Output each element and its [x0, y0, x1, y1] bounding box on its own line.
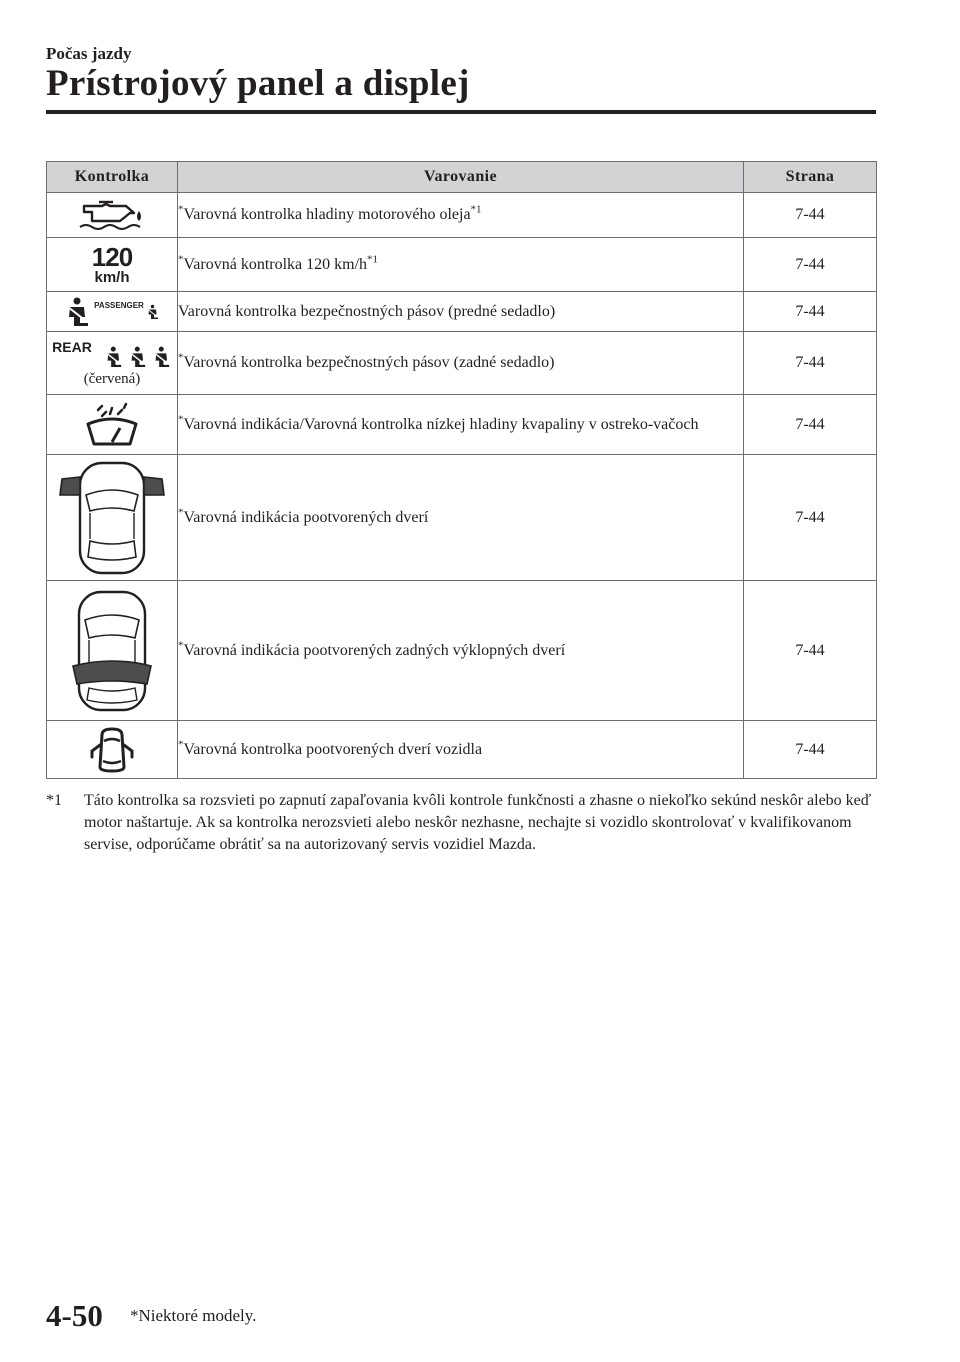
footnote-ref: *1	[367, 253, 379, 266]
column-header-kontrolka: Kontrolka	[47, 162, 178, 193]
icon-cell	[47, 721, 178, 779]
icon-cell	[47, 193, 178, 238]
footnote	[46, 790, 876, 856]
seatbelt-icon	[104, 345, 124, 369]
seatbelt-icon	[152, 345, 172, 369]
warning-text: Varovná kontrolka 120 km/h	[183, 255, 368, 273]
table-row	[47, 332, 877, 395]
warning-text: Varovná kontrolka bezpečnostných pásov (zadné sedadlo)	[183, 354, 555, 371]
footnote-ref: *1	[470, 203, 482, 216]
icon-cell	[47, 395, 178, 455]
table-header-row	[47, 162, 877, 193]
footnote-text: Táto kontrolka sa rozsvieti po zapnutí zapaľovania kvôli kontrole funkčnosti a zhasne o niekoľko sekúnd neskôr alebo keď motor naštartuje. Ak sa kontrolka nerozsvieti alebo neskôr nezhasne, nechajte si vozidlo skontrolovať v kvalifikovanom servise, odporúčame obrátiť sa na autorizovaný servis vozidiel Mazda.	[84, 792, 872, 853]
table-row	[47, 395, 877, 455]
footnote-mark: *1	[46, 792, 62, 809]
page-cell: 7-44	[744, 193, 877, 238]
rear-label: REAR	[52, 338, 92, 355]
star-mark: *	[178, 639, 184, 652]
icon-cell	[47, 292, 178, 332]
speed-value: 120	[91, 242, 133, 272]
star-mark: *	[178, 253, 184, 266]
table-row	[47, 581, 877, 721]
icon-cell	[47, 455, 178, 581]
page-cell: 7-44	[744, 455, 877, 581]
liftgate-ajar-icon	[67, 588, 157, 714]
rear-seatbelt-icon	[47, 339, 177, 388]
warning-text: Varovná indikácia/Varovná kontrolka nízkej hladiny kvapaliny v ostreko-vačoch	[183, 415, 699, 433]
column-header-varovanie: Varovanie	[178, 162, 744, 193]
icon-cell	[47, 238, 178, 292]
warning-text-cell	[178, 292, 744, 332]
warning-text-cell	[178, 193, 744, 238]
star-mark: *	[178, 351, 184, 364]
passenger-seatbelt-icon	[47, 297, 177, 327]
warning-text-cell	[178, 238, 744, 292]
page-cell: 7-44	[744, 292, 877, 332]
warning-text-cell	[178, 332, 744, 395]
warning-text-cell	[178, 721, 744, 779]
page-cell: 7-44	[744, 238, 877, 292]
vehicle-door-open-icon	[88, 727, 136, 773]
page-cell: 7-44	[744, 395, 877, 455]
seatbelt-small-icon	[146, 304, 160, 320]
table-row	[47, 238, 877, 292]
seatbelt-icon	[64, 297, 92, 327]
warning-text-cell	[178, 581, 744, 721]
passenger-label: PASSENGER	[94, 300, 144, 310]
warning-text: Varovná kontrolka pootvorených dverí vozidla	[183, 740, 483, 758]
page-number: 4-50	[46, 1298, 103, 1333]
table-row	[47, 292, 877, 332]
door-ajar-icon	[54, 459, 170, 577]
warning-text: Varovná indikácia pootvorených zadných výklopných dverí	[183, 641, 566, 659]
warning-text-cell	[178, 395, 744, 455]
warning-table	[46, 161, 877, 779]
oil-pressure-icon	[76, 200, 148, 230]
color-note: (červená)	[83, 370, 141, 387]
warning-text-cell	[178, 455, 744, 581]
page-cell: 7-44	[744, 581, 877, 721]
star-mark: *	[178, 506, 184, 519]
speed-120-icon	[47, 244, 177, 285]
seatbelt-icon	[128, 345, 148, 369]
table-row	[47, 455, 877, 581]
warning-text: Varovná kontrolka hladiny motorového oleja	[183, 206, 471, 223]
title-rule	[46, 110, 876, 114]
speed-unit: km/h	[94, 269, 130, 286]
washer-fluid-icon	[84, 402, 140, 448]
icon-cell	[47, 581, 178, 721]
warning-text: Varovná indikácia pootvorených dverí	[183, 508, 429, 526]
models-note: *Niektoré modely.	[130, 1306, 257, 1325]
page-cell: 7-44	[744, 332, 877, 395]
icon-cell	[47, 332, 178, 395]
table-row	[47, 721, 877, 779]
star-mark: *	[178, 413, 184, 426]
column-header-strana: Strana	[744, 162, 877, 193]
page-cell: 7-44	[744, 721, 877, 779]
star-mark: *	[178, 203, 184, 216]
section-label: Počas jazdy	[46, 44, 132, 63]
table-row	[47, 193, 877, 238]
warning-text: Varovná kontrolka bezpečnostných pásov (predné sedadlo)	[178, 302, 556, 320]
star-mark: *	[178, 738, 184, 751]
page-title: Prístrojový panel a displej	[46, 63, 470, 104]
